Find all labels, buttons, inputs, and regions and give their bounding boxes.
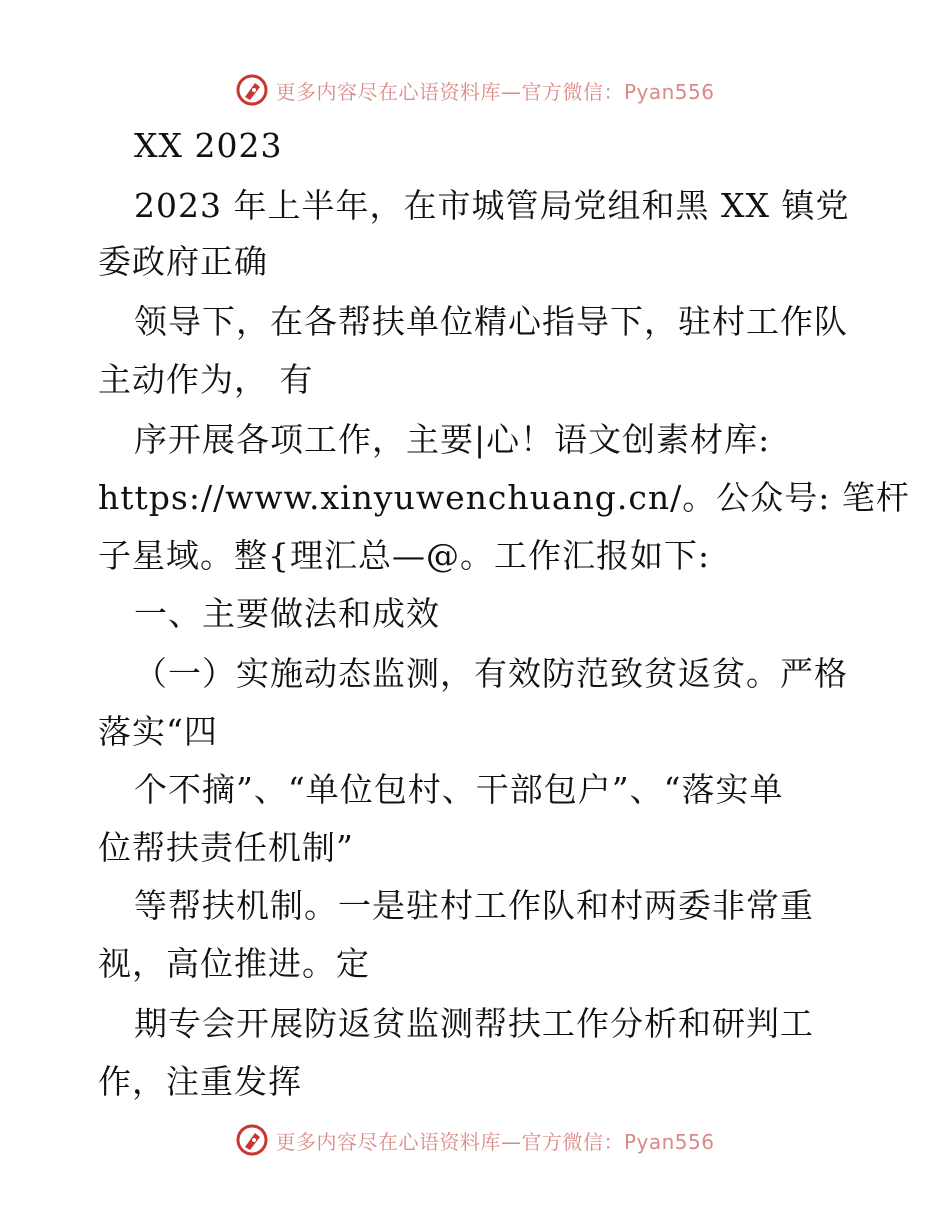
footer-banner bbox=[0, 1120, 950, 1160]
paragraph-line: https://www.xinyuwenchuang.cn/。公众号: 笔杆 bbox=[98, 478, 910, 517]
paragraph-line: 2023 年上半年，在市城管局党组和黑 XX 镇党 bbox=[134, 186, 850, 225]
paragraph-line: 视，高位推进。定 bbox=[98, 944, 370, 983]
paragraph-line: （一）实施动态监测，有效防范致贫返贫。严格 bbox=[134, 654, 848, 693]
pen-nib-circle-icon bbox=[235, 1123, 269, 1157]
paragraph-line: 位帮扶责任机制” bbox=[98, 828, 354, 867]
header-banner-text: 更多内容尽在心语资料库—官方微信：Pyan556 bbox=[275, 79, 715, 104]
paragraph-line: 落实“四 bbox=[98, 712, 218, 751]
header-banner bbox=[0, 70, 950, 110]
paragraph-line: 个不摘”、“单位包村、干部包户”、“落实单 bbox=[134, 770, 784, 809]
doc-title-line: XX 2023 bbox=[134, 126, 283, 165]
paragraph-line: 子星域。整{理汇总—@。工作汇报如下: bbox=[98, 536, 711, 575]
paragraph-line: 作，注重发挥 bbox=[98, 1062, 302, 1101]
paragraph-line: 序开展各项工作，主要|心！语文创素材库: bbox=[134, 420, 771, 459]
footer-banner-text: 更多内容尽在心语资料库—官方微信：Pyan556 bbox=[275, 1129, 715, 1154]
paragraph-line: 委政府正确 bbox=[98, 242, 268, 281]
paragraph-line: 等帮扶机制。一是驻村工作队和村两委非常重 bbox=[134, 886, 814, 925]
pen-nib-circle-icon bbox=[235, 73, 269, 107]
paragraph-line: 期专会开展防返贫监测帮扶工作分析和研判工 bbox=[134, 1004, 814, 1043]
section-heading: 一、主要做法和成效 bbox=[134, 594, 440, 633]
paragraph-line: 领导下，在各帮扶单位精心指导下，驻村工作队 bbox=[134, 302, 848, 341]
paragraph-line: 主动作为， 有 bbox=[98, 360, 314, 399]
